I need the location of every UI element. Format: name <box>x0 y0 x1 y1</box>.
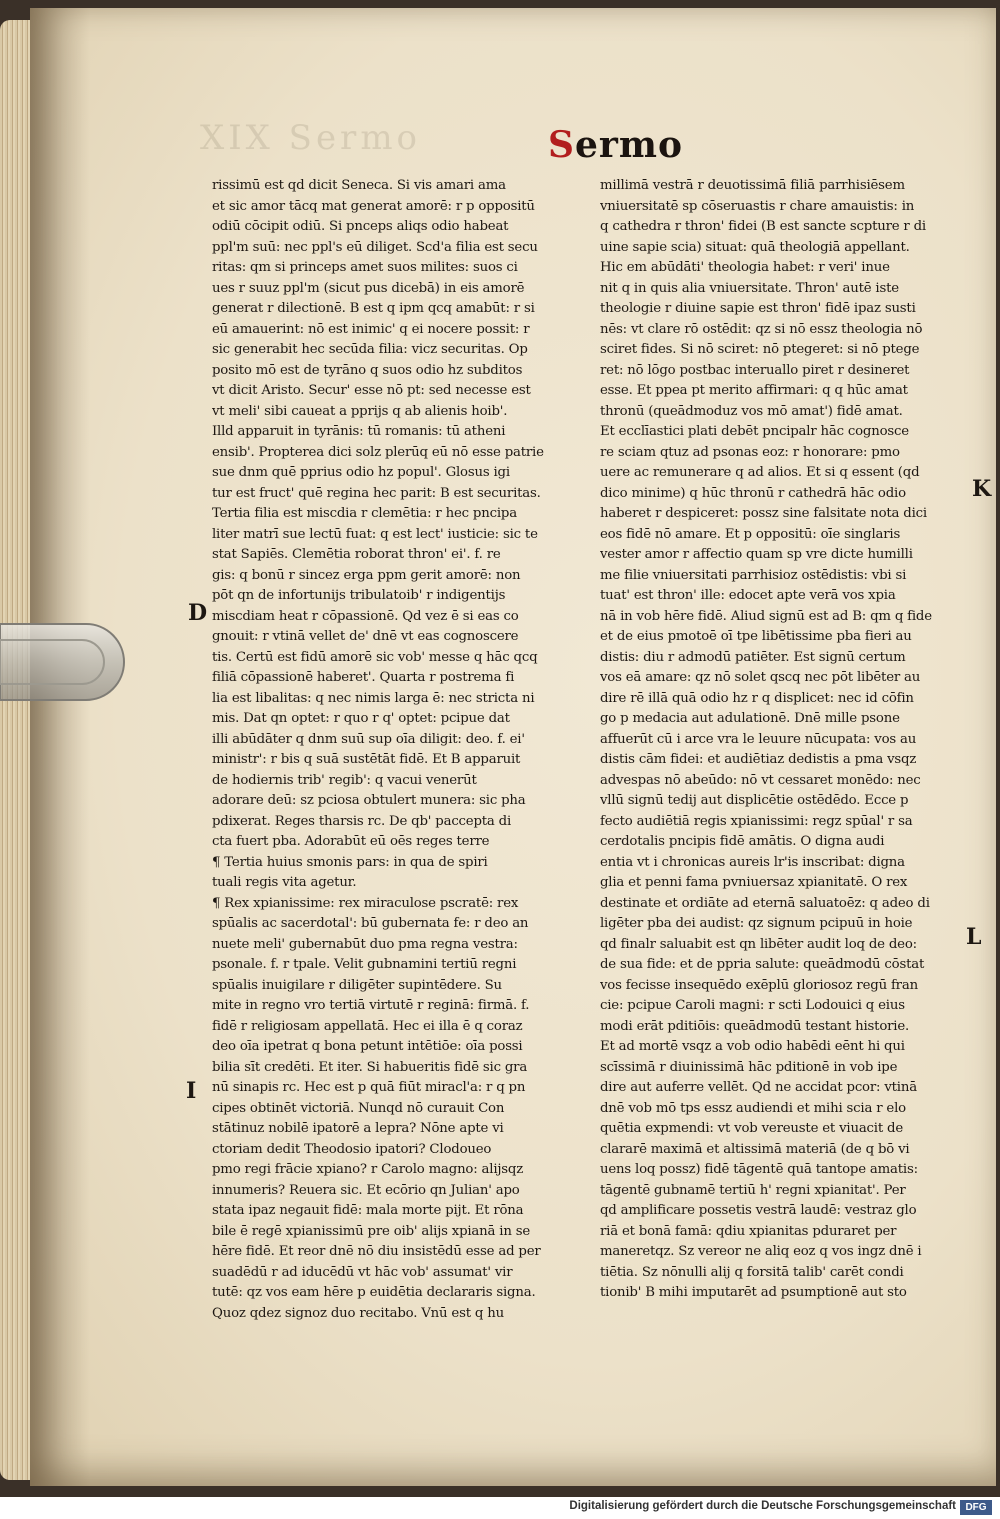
text-line: q cathedra r thron' fidei (B est sancte scpture r di <box>600 219 926 234</box>
text-line: ues r suuz ppl'm (sicut pus dicebā) in eis amorē <box>212 280 525 296</box>
text-line: uens loq possz) fidē tāgentē quā tantope amatis: <box>600 1162 918 1177</box>
text-line: cie: pcipue Caroli magni: r scti Lodouici q eius <box>600 998 905 1013</box>
text-line: dire rē illā quā odio hz r q displicet: nec id cōfin <box>600 690 914 706</box>
text-line: mite in regno vro tertiā virtutē r reginā: firmā. f. <box>212 998 530 1013</box>
text-line: nū sinapis rc. Hec est p quā fiūt miracl'a: r q pn <box>212 1080 526 1095</box>
text-line: me filie vniuersitati parrhisioz ostēdistis: vbi si <box>600 567 907 583</box>
text-line: posito mō est de tyrāno q suos odio hz subditos <box>212 362 523 378</box>
text-line: filiā cōpassionē haberet'. Quarta r postrema fi <box>212 670 515 685</box>
text-line: sue dnm quē pprius odio hz popul'. Glosus igi <box>212 465 510 480</box>
text-line: Et ecclīastici plati debēt pncipalr hāc cognosce <box>600 424 909 439</box>
text-line: Et ad mortē vsqz a vob odio habēdi eēnt hi qui <box>600 1039 905 1054</box>
text-line: entia vt i chronicas aureis lr'is inscribat: digna <box>600 854 905 870</box>
text-line: dico minime) q hūc thronū r cathedrā hāc odio <box>600 485 906 501</box>
text-line: stātinuz nobilē ipatorē a lepra? Nōne apte vi <box>212 1121 504 1136</box>
text-line: cta fuert pba. Adorabūt eū oēs reges terre <box>212 834 490 849</box>
text-line: vt dicit Aristo. Secur' esse nō pt: sed necesse est <box>212 383 531 398</box>
text-line: nuete meli' gubernabūt duo pma regna vestra: <box>212 936 518 952</box>
margin-marker-i: I <box>186 1078 197 1104</box>
text-line: theologie r diuine sapie est thron' fidē ipaz susti <box>600 301 916 316</box>
text-line: stata ipaz negauit fidē: mala morte pijt. Et rōna <box>212 1203 524 1218</box>
text-line: gis: q bonū r sincez erga ppm gerit amorē: non <box>212 567 521 583</box>
text-line: odiū cōcipit odiū. Si pnceps aliqs odio habeat <box>212 219 509 234</box>
text-line: tur est fruct' quē regina hec parit: B est securitas. <box>212 485 541 501</box>
text-line: stat Sapiēs. Clemētia roborat thron' ei'. f. re <box>212 547 501 562</box>
text-line: Quoz qdez signoz duo recitabo. Vnū est q hu <box>212 1305 504 1321</box>
text-line: Tertia filia est miscdia r clemētia: r hec pncipa <box>212 506 517 521</box>
text-line: riā et bonā famā: qdiu xpianitas pduraret per <box>600 1223 897 1239</box>
text-line: vt meli' sibi caueat a pprijs q ab alienis hoib'. <box>212 403 508 419</box>
text-line: cipes obtinēt victoriā. Nunqd nō curauit Con <box>212 1100 505 1116</box>
text-line: et de eius pmotoē oī tpe libētissime pba fieri au <box>600 629 912 644</box>
text-line: cerdotalis pncipis fidē amātis. O digna audi <box>600 834 885 849</box>
text-line: pdixerat. Reges tharsis rc. De qb' paccepta di <box>212 813 512 829</box>
text-line: spūalis inuigilare r diligēter supintēdere. Su <box>212 977 502 993</box>
footer-bar <box>0 1497 1000 1519</box>
text-line: qd amplificare possetis vestrā laudē: vestraz glo <box>600 1203 917 1218</box>
text-line: pmo regi frācie xpiano? r Carolo magno: alijsqz <box>212 1162 524 1177</box>
text-line: tionib' B mihi imputarēt ad psumptionē aut sto <box>600 1285 907 1300</box>
gutter-shadow <box>30 8 90 1486</box>
text-line: vllū signū tedij aut displicētie ostēdēdo. Ecce p <box>600 793 909 808</box>
text-line: tutē: qz vos eam hēre p euidētia declararis signa. <box>212 1285 536 1300</box>
text-line: esse. Et ppea pt merito affirmari: q q hūc amat <box>600 383 908 398</box>
text-line: dire aut auferre vellēt. Qd ne accidat pcor: vtinā <box>600 1080 917 1095</box>
text-line: de sua fide: et de ppria salute: queādmodū cōstat <box>600 957 925 972</box>
text-line: nēs: vt clare rō ostēdit: qz si nō essz theologia nō <box>600 321 923 337</box>
text-line: clararē maximā et altissimā materiā (de q bō vi <box>600 1141 910 1157</box>
text-line: nit q in quis alia vniuersitate. Thron' autē iste <box>600 280 899 296</box>
text-line: ppl'm suū: nec ppl's eū diliget. Scd'a filia est secu <box>212 239 538 255</box>
text-line: destinate et ordiāte ad eternā saluatoēz: q adeo di <box>600 895 930 911</box>
text-line: miscdiam heat r cōpassionē. Qd vez ē si eas co <box>212 608 519 624</box>
text-line: distis: diu r admodū patiēter. Est signū certum <box>600 649 906 665</box>
text-line: scīssimā r diuinissimā hāc pditionē in vob ipe <box>600 1059 898 1075</box>
text-line: uine sapie scia) situat: quā theologiā appellant. <box>600 239 910 255</box>
text-line: Illd apparuit in tyrānis: tū romanis: tū atheni <box>212 424 506 439</box>
text-line: generat r dilectionē. B est q ipm qcq amabūt: r si <box>212 301 535 316</box>
text-line: deo oīa ipetrat q bona petunt intētiōe: oīa possi <box>212 1039 523 1054</box>
text-line: vester amor r affectio quam sp vre dicte humilli <box>600 547 913 562</box>
text-line: dnē vob mō tps essz audiendi et mihi scia r elo <box>600 1100 906 1116</box>
text-line: Hic em abūdāti' theologia habet: r veri' inue <box>600 260 890 275</box>
right-text-column <box>600 176 966 1304</box>
running-head-text: ermo <box>575 124 683 166</box>
text-line: ministr': r bis q suā sustētāt fidē. Et B apparuit <box>212 752 521 767</box>
margin-marker-k: K <box>972 476 992 502</box>
text-line: gnouit: r vtinā vellet de' dnē vt eas cognoscere <box>212 629 519 644</box>
running-head-initial: S <box>548 124 575 166</box>
text-line: qd finalr saluabit est qn libēter audit loq de deo: <box>600 936 917 952</box>
margin-marker-d: D <box>188 600 208 626</box>
text-line: fidē r religiosam appellatā. Hec ei illa ē q coraz <box>212 1018 523 1034</box>
text-line: nā in vob hēre fidē. Aliud signū est ad B: qm q fide <box>600 608 932 624</box>
text-line: ret: nō lōgo postbac interuallo piret r desineret <box>600 362 910 378</box>
text-line: glia et penni fama pvniuersaz xpianitatē. O rex <box>600 875 908 890</box>
show-through-header: XIX Sermo <box>200 118 422 158</box>
text-line: rissimū est qd dicit Seneca. Si vis amari ama <box>212 178 506 193</box>
text-line: go p medacia aut adulationē. Dnē mille psone <box>600 711 900 726</box>
text-line: affuerūt cū i arce vra le leuure nūcupata: vos au <box>600 731 917 747</box>
text-line: distis cām fidei: et audiētiaz dedistis a pma vsqz <box>600 752 917 767</box>
text-line: de hodiernis trib' regib': q vacui venerūt <box>212 772 477 788</box>
text-line: innumeris? Reuera sic. Et ecōrio qn Julian' apo <box>212 1182 520 1198</box>
text-line: ensib'. Propterea dici solz plerūq eū nō esse patrie <box>212 444 544 460</box>
text-line: hēre fidē. Et reor dnē nō diu insistēdū esse ad per <box>212 1244 541 1259</box>
text-line: ¶ Tertia huius smonis pars: in qua de spiri <box>212 854 488 870</box>
text-line: tiētia. Sz nōnulli alij q forsitā talib' carēt condi <box>600 1264 904 1280</box>
funding-credit: Digitalisierung gefördert durch die Deutsche Forschungsgemeinschaft <box>569 1500 956 1512</box>
text-line: haberet r despiceret: possz sine falsitate nota dici <box>600 506 927 521</box>
text-line: mis. Dat qn optet: r quo r q' optet: pcipue dat <box>212 711 510 726</box>
text-line: ligēter pba dei audist: qz signum pcipuū in hoie <box>600 916 913 931</box>
text-line: vniuersitatē sp cōseruastis r chare amauistis: in <box>600 198 915 214</box>
text-line: pōt qn de infortunijs tribulatoib' r indigentijs <box>212 588 506 603</box>
text-line: thronū (queādmoduz vos mō amat') fidē amat. <box>600 403 903 419</box>
text-line: adorare deū: sz pciosa obtulert munera: sic pha <box>212 793 526 808</box>
text-line: tāgentē gubnamē tertiū h' regni xpianitat'. Per <box>600 1182 906 1198</box>
text-line: quētia expmendi: vt vob vereuste et viuacit de <box>600 1121 904 1136</box>
text-line: lia est libalitas: q nec nimis larga ē: nec stricta ni <box>212 690 535 706</box>
page-holder-clip <box>0 606 125 716</box>
text-line: maneretqz. Sz vereor ne aliq eoz q vos ingz dnē i <box>600 1244 922 1259</box>
text-line: ¶ Rex xpianissime: rex miraculose pscratē: rex <box>212 895 519 911</box>
text-line: ctoriam dedit Theodosio ipatori? Clodoueo <box>212 1141 492 1157</box>
text-line: sciret fides. Si nō sciret: nō ptegeret: si nō ptege <box>600 342 920 357</box>
left-text-column <box>212 176 574 1324</box>
text-line: advespas nō abeūdo: nō vt cessaret monēdo: nec <box>600 772 921 788</box>
text-line: ritas: qm si princeps amet suos milites: suos ci <box>212 260 518 275</box>
running-head <box>548 124 683 172</box>
text-line: vos eā amare: qz nō solet qscq nec pōt libēter au <box>600 670 921 685</box>
text-line: et sic amor tācq mat generat amorē: r p oppositū <box>212 198 535 214</box>
text-line: spūalis ac sacerdotal': bū gubernata fe: r deo an <box>212 916 529 931</box>
text-line: eū amauerint: nō est inimic' q ei nocere possit: r <box>212 321 530 337</box>
text-line: sic generabit hec secūda filia: vicz securitas. Op <box>212 342 528 357</box>
text-line: re sciam qtuz ad psonas eoz: r honorare: pmo <box>600 444 900 460</box>
book-page-edges <box>0 20 34 1480</box>
text-line: tuali regis vita agetur. <box>212 875 357 890</box>
text-line: tuat' est thron' ille: edocet apte verā vos xpia <box>600 588 896 603</box>
text-line: fecto audiētiā regis xpianissimi: regz spūal' r sa <box>600 813 913 829</box>
text-line: eos fidē nō amare. Et p oppositū: oīe singlaris <box>600 526 901 542</box>
dfg-logo: DFG <box>960 1500 992 1515</box>
text-line: liter matrī sue lectū fuat: q est lect' iusticie: sic te <box>212 526 538 542</box>
text-line: modi erāt pditiōis: queādmodū testant historie. <box>600 1018 910 1034</box>
text-line: illi abūdāter q dnm suū sup oīa diligit: deo. f. ei' <box>212 731 525 747</box>
text-line: tis. Certū est fidū amorē sic vob' messe q hāc qcq <box>212 649 538 665</box>
text-line: bilia sīt credēti. Et iter. Si habueritis fidē sic gra <box>212 1059 528 1075</box>
text-line: vos fecisse insequēdo exēplū gloriosoz regū fran <box>600 977 918 993</box>
margin-marker-l: L <box>966 924 982 950</box>
text-line: bile ē regē xpianissimū pre oib' alijs xpianā in se <box>212 1223 531 1239</box>
text-line: uere ac remunerare q ad alios. Et si q essent (qd <box>600 465 920 480</box>
text-line: psonale. f. r tpale. Velit gubnamini tertiū regni <box>212 957 517 972</box>
text-line: suadēdū r ad iducēdū vt hāc vob' assumat' vir <box>212 1264 513 1280</box>
text-line: millimā vestrā r deuotissimā filiā parrhisiēsem <box>600 178 905 193</box>
